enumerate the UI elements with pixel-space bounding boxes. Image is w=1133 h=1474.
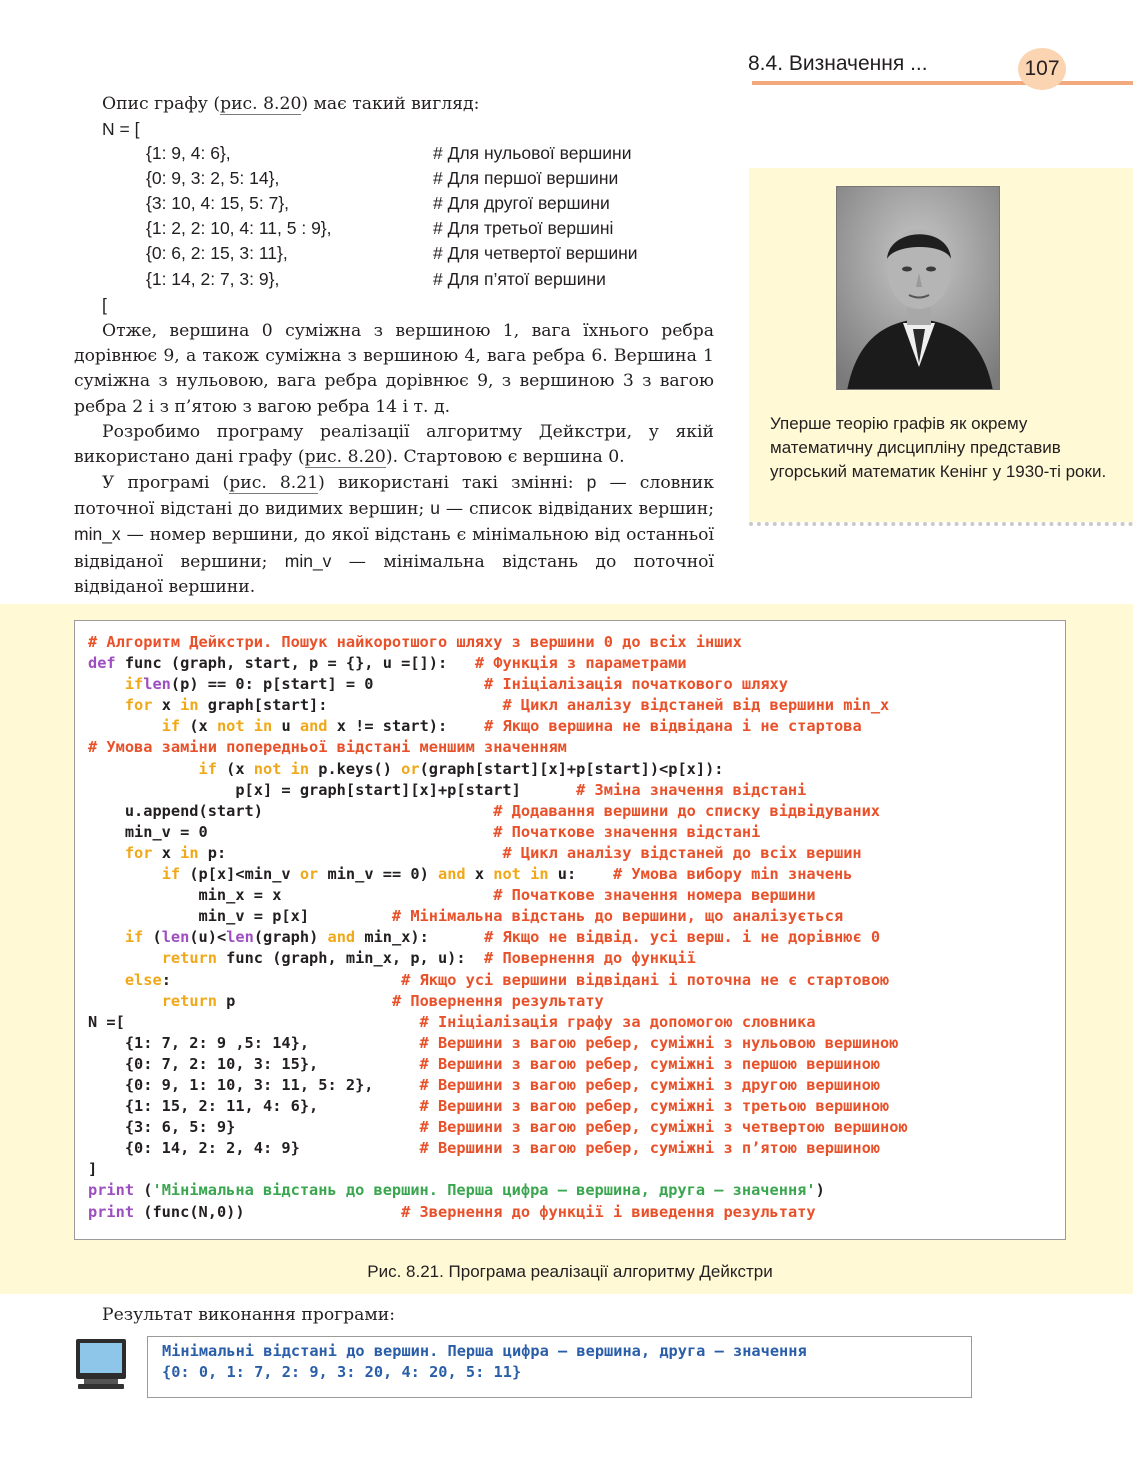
code-comment: # Звернення до функції і виведення результату (401, 1202, 816, 1221)
code-line (88, 1159, 908, 1180)
code-token: def (88, 654, 125, 673)
page-number: 107 (1018, 48, 1066, 90)
code-token (88, 696, 125, 714)
graph-row-code: {1: 14, 2: 7, 3: 9}, (146, 268, 280, 289)
figure-ref[interactable]: рис. 8.21 (229, 473, 319, 493)
portrait-photo (836, 186, 1000, 390)
code-token: not in (216, 717, 282, 736)
code-token: func (graph, min_x, p, u): (226, 949, 485, 968)
code-comment: # Додавання вершини до списку відвідуваних (493, 801, 881, 820)
code-line (88, 1054, 908, 1075)
code-token: min_v = p[x] (88, 907, 392, 926)
code-token: ) (815, 1181, 825, 1200)
code-token: {0: 9, 1: 10, 3: 11, 5: 2}, (88, 1075, 420, 1094)
graph-row-comment: # Для третьої вершині (433, 218, 614, 239)
code-token: and (327, 928, 365, 947)
code-token: p: (207, 843, 503, 862)
code-line (88, 822, 908, 843)
code-token: (p[x]<min_v (189, 865, 300, 884)
figure-ref[interactable]: рис. 8.20 (304, 447, 386, 468)
code-comment: # Вершини з вагою ребер, суміжні з п’ятою вершиною (419, 1139, 881, 1158)
code-token: u.append(start) (88, 801, 494, 820)
code-comment: # Якщо не відвід. усі верш. і не дорівнює 0 (484, 928, 881, 947)
result-label: Результат виконання програми: (102, 1305, 396, 1325)
graph-row-comment: # Для четвертої вершини (433, 243, 638, 264)
code-comment: # Цикл аналізу відстаней від вершини min_x (502, 696, 890, 715)
code-token: x (161, 696, 181, 715)
code-comment: # Ініціалізація графу за допомогою словника (419, 1012, 816, 1031)
code-comment: # Вершини з вагою ребер, суміжні з другою вершиною (419, 1075, 881, 1094)
code-line (88, 737, 908, 758)
code-comment: # Вершини з вагою ребер, суміжні з четвертою вершиною (419, 1118, 908, 1137)
code-token: x != start): (336, 717, 485, 736)
program-output: Мінімальні відстані до вершин. Перша цифра – вершина, друга – значення {0: 0, 1: 7, 2: 9, 3: 20, 4: 20, 5: 11} (162, 1342, 807, 1381)
code-token: u: (557, 865, 613, 884)
code-token: {0: 7, 2: 10, 3: 15}, (88, 1054, 420, 1073)
code-token: in (180, 696, 208, 715)
code-token: (graph) (253, 928, 328, 947)
code-token: func (graph, start, p = {}, u =[]): (124, 654, 475, 673)
code-token: p[x] = graph[start][x]+p[start] (88, 780, 577, 799)
code-token: len (161, 928, 190, 947)
code-token: x (474, 865, 494, 884)
code-comment: # Зміна значення відстані (576, 780, 807, 799)
code-token: (u)< (189, 928, 227, 947)
code-line (88, 1202, 908, 1223)
code-token: N =[ (88, 1012, 420, 1031)
code-comment: # Якщо усі вершини відвідані і поточна не є стартовою (401, 970, 890, 989)
code-comment: # Вершини з вагою ребер, суміжні з третьою вершиною (419, 1097, 890, 1116)
code-comment: # Функція з параметрами (474, 654, 687, 673)
code-token: or (299, 865, 328, 884)
code-comment: # Повернення результату (391, 991, 604, 1010)
n-open: N = [ (102, 119, 140, 139)
header-rule (752, 81, 1133, 85)
code-comment: # Умова вибору min значень (613, 865, 853, 884)
code-line (88, 674, 908, 695)
code-line (88, 906, 908, 927)
code-line (88, 1033, 908, 1054)
graph-row-code: {1: 9, 4: 6}, (146, 143, 231, 163)
graph-row-comment: # Для другої вершини (433, 193, 610, 214)
code-token: else (124, 970, 162, 989)
code-token (88, 760, 199, 778)
code-token (88, 949, 162, 967)
code-token: in (180, 843, 208, 862)
code-token: print (88, 1202, 144, 1221)
code-token: : (161, 970, 402, 989)
section-title: 8.4. Визначення ... (748, 52, 928, 75)
code-line (88, 780, 908, 801)
paragraph-adjacency: Отже, вершина 0 суміжна з вершиною 1, вага їхнього ребра дорівнює 9, а також суміжна з вершиною 4, вага ребра 6. Вершина 1 суміжна з нульовою, вага ребра дорівнює 9, з вершиною 3 з вагою ребра 2 і з п’ятою з вагою ребра 14 і т. д. (74, 321, 714, 417)
code-token: (p) == 0: p[start] = 0 (170, 675, 485, 694)
code-comment: # Вершини з вагою ребер, суміжні з нульовою вершиною (419, 1033, 899, 1052)
code-token: p.keys() (318, 759, 402, 778)
code-line (88, 1117, 908, 1138)
code-comment: # Цикл аналізу відстаней до всіх вершин (502, 843, 862, 862)
code-token: print (88, 1181, 144, 1200)
code-string: 'Мінімальна відстань до вершин. Перша цифра – вершина, друга – значення' (152, 1181, 816, 1200)
code-line (88, 948, 908, 969)
code-token: (graph[start][x]+p[start])<p[x]): (419, 759, 724, 778)
code-line (88, 632, 908, 653)
figure-ref[interactable]: рис. 8.20 (220, 94, 302, 114)
code-token: {3: 6, 5: 9} (88, 1118, 420, 1137)
code-token: or (401, 759, 420, 778)
code-token: min_v = 0 (88, 822, 494, 841)
code-token: for (124, 696, 162, 715)
code-line (88, 1096, 908, 1117)
code-line (88, 1138, 908, 1159)
code-comment: # Початкове значення відстані (493, 822, 761, 841)
code-line (88, 970, 908, 991)
code-comment: # Вершини з вагою ребер, суміжні з першою вершиною (419, 1054, 881, 1073)
graph-row-comment: # Для першої вершини (433, 168, 619, 189)
graph-row-code: {3: 10, 4: 15, 5: 7}, (146, 193, 290, 214)
code-token: len (143, 675, 171, 694)
paragraph-program: Розробимо програму реалізації алгоритму Дейкстри, у якій використано дані графу (рис. 8.20). Стартовою є вершина 0. (74, 422, 714, 468)
code-comment: # Мінімальна відстань до вершини, що аналізується (391, 907, 844, 926)
code-token: p (226, 991, 392, 1010)
code-token (88, 928, 125, 946)
code-comment: # Якщо вершина не відвідана і не стартова (484, 717, 862, 736)
code-token: (func(N,0)) (143, 1202, 402, 1221)
code-line (88, 843, 908, 864)
code-line (88, 759, 908, 780)
code-comment: # Ініціалізація початкового шляху (484, 675, 788, 694)
code-token: (x (189, 717, 217, 736)
code-line (88, 864, 908, 885)
monitor-icon (74, 1337, 128, 1391)
code-token: min_x = x (88, 886, 494, 905)
code-token: x (161, 843, 181, 862)
code-line (88, 991, 908, 1012)
code-token (88, 992, 162, 1010)
code-token: ] (88, 1160, 98, 1179)
code-token: graph[start]: (207, 696, 503, 715)
code-line (88, 1075, 908, 1096)
code-token: and (438, 865, 475, 884)
code-token: {1: 15, 2: 11, 4: 6}, (88, 1097, 420, 1116)
code-token: and (299, 717, 337, 736)
code-line (88, 885, 908, 906)
code-token: min_x): (364, 928, 485, 947)
code-comment: # Початкове значення номера вершини (493, 886, 816, 905)
code-token (88, 675, 125, 693)
code-token: min_v == 0) (327, 865, 438, 884)
code-token: ( (143, 1181, 153, 1200)
code-line (88, 695, 908, 716)
code-line (88, 653, 908, 674)
code-token: u (281, 717, 300, 736)
graph-row-comment: # Для нульової вершини (433, 143, 632, 163)
intro-line: Опис графу (рис. 8.20) має такий вигляд: (102, 94, 480, 114)
code-line (88, 1012, 908, 1033)
sidebar-caption: Уперше теорію графів як окрему математичну дисципліну представив угорський математик Кенінг у 1930-ті роки. (770, 414, 1107, 481)
graph-row-comment: # Для п’ятої вершини (433, 268, 606, 289)
code-token: not in (253, 759, 319, 778)
code-comment: # Повернення до функції (484, 949, 696, 968)
paragraph-variables: У програмі (рис. 8.21) використані такі змінні: p — словник поточної відстані до видимих вершин; u — список відвіданих вершин; min_x — номер вершини, до якої відстань є мінімальною від останньої відвіданої вершини; min_v — мінімальна відстань до поточної відвіданої вершини. (74, 472, 714, 597)
code-token: for (124, 843, 162, 862)
code-token: if (124, 675, 144, 694)
code-line (88, 927, 908, 948)
code-line (88, 1180, 908, 1201)
code-line (88, 801, 908, 822)
code-token: (x (226, 759, 254, 778)
graph-row-code: {0: 6, 2: 15, 3: 11}, (146, 243, 288, 264)
graph-row-code: {0: 9, 3: 2, 5: 14}, (146, 168, 280, 189)
code-token: if (161, 717, 190, 736)
code-token (88, 717, 162, 735)
n-close: [ (102, 295, 107, 315)
code-token: not in (493, 865, 558, 884)
code-token: if (198, 759, 227, 778)
code-token (88, 865, 162, 883)
code-listing (88, 632, 908, 1223)
code-token (88, 971, 125, 989)
code-token: len (226, 928, 254, 947)
code-token: {0: 14, 2: 2, 4: 9} (88, 1139, 420, 1158)
code-token: {1: 7, 2: 9 ,5: 14}, (88, 1033, 420, 1052)
code-token: return (161, 991, 227, 1010)
code-line (88, 716, 908, 737)
sidebar-divider (749, 522, 1133, 526)
code-comment: # Умова заміни попередньої відстані меншим значенням (88, 738, 567, 757)
code-token: return (161, 949, 227, 968)
code-token (88, 844, 125, 862)
graph-row-code: {1: 2, 2: 10, 4: 11, 5 : 9}, (146, 218, 332, 239)
code-token: if (124, 928, 153, 947)
code-comment: # Алгоритм Дейкстри. Пошук найкоротшого шляху з вершини 0 до всіх інших (88, 633, 742, 651)
code-token: ( (152, 928, 162, 947)
figure-caption: Рис. 8.21. Програма реалізації алгоритму Дейкстри (367, 1262, 773, 1281)
code-token: if (161, 865, 190, 884)
